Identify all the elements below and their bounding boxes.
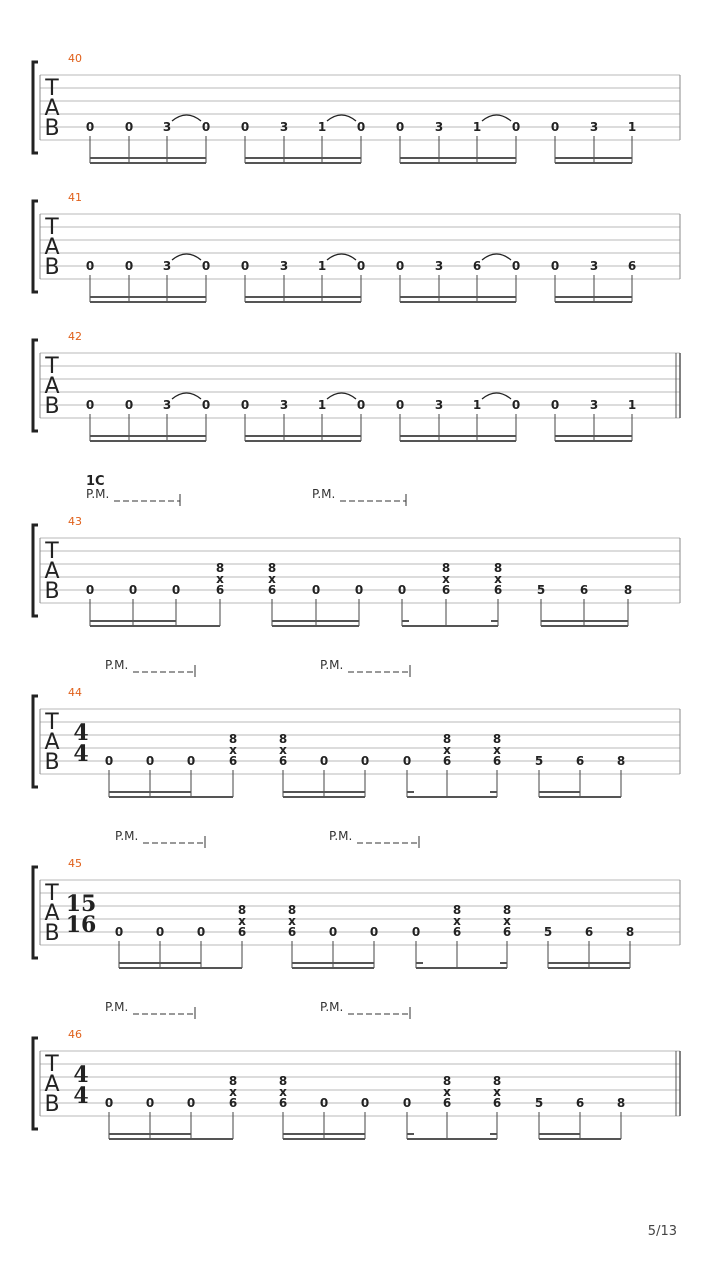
tab-clef-letter: T: [45, 881, 59, 906]
fret-number: 8: [237, 903, 247, 917]
fret-number: 1: [317, 259, 327, 273]
tie-arc: [327, 393, 356, 399]
tab-clef-letter: A: [44, 559, 60, 584]
fret-number: 0: [311, 583, 321, 597]
fret-number: 0: [319, 1096, 329, 1110]
fret-number: 3: [162, 120, 172, 134]
system-bracket: [33, 201, 38, 292]
tab-system: [33, 474, 680, 626]
fret-number: 0: [360, 1096, 370, 1110]
fret-number: 6: [492, 754, 502, 768]
fret-number: x: [268, 572, 276, 586]
fret-number: 0: [240, 120, 250, 134]
fret-number: 8: [278, 1074, 288, 1088]
tab-system: [33, 829, 680, 968]
fret-number: x: [503, 914, 511, 928]
tab-clef-letter: T: [45, 215, 59, 240]
fret-number: 0: [240, 259, 250, 273]
fret-number: 8: [616, 1096, 626, 1110]
fret-number: 5: [536, 583, 546, 597]
fret-number: 3: [434, 259, 444, 273]
fret-number: 6: [278, 754, 288, 768]
fret-number: 8: [442, 1074, 452, 1088]
fret-number: 6: [493, 583, 503, 597]
fret-number: 6: [579, 583, 589, 597]
fret-number: 0: [104, 754, 114, 768]
fret-number: x: [216, 572, 224, 586]
system-bracket: [33, 62, 38, 153]
tab-clef-letter: A: [44, 374, 60, 399]
page-number: 5/13: [647, 1224, 677, 1239]
fret-number: 0: [85, 120, 95, 134]
fret-number: 0: [397, 583, 407, 597]
fret-number: 0: [145, 754, 155, 768]
fret-number: 6: [442, 754, 452, 768]
fret-number: 6: [575, 1096, 585, 1110]
measure-number: 44: [68, 686, 82, 699]
fret-number: 0: [511, 120, 521, 134]
fret-number: x: [229, 1085, 237, 1099]
fret-number: 6: [215, 583, 225, 597]
fret-number: x: [443, 743, 451, 757]
tie-arc: [327, 115, 356, 121]
fret-number: 8: [228, 1074, 238, 1088]
fret-number: 0: [354, 583, 364, 597]
fret-number: 0: [328, 925, 338, 939]
fret-number: 0: [356, 120, 366, 134]
measure-number: 45: [68, 857, 82, 870]
fret-number: 0: [395, 120, 405, 134]
fret-number: 8: [215, 561, 225, 575]
palm-mute-label: P.M.: [105, 1000, 129, 1014]
fret-number: 3: [589, 398, 599, 412]
fret-number: 6: [267, 583, 277, 597]
fret-number: 0: [186, 1096, 196, 1110]
system-bracket: [33, 867, 38, 958]
fret-number: 0: [85, 398, 95, 412]
fret-number: 6: [472, 259, 482, 273]
fret-number: 5: [534, 754, 544, 768]
fret-number: x: [493, 743, 501, 757]
measure-number: 41: [68, 191, 82, 204]
fret-number: 0: [402, 1096, 412, 1110]
fret-number: 8: [441, 561, 451, 575]
tie-arc: [172, 393, 201, 399]
fret-number: 8: [452, 903, 462, 917]
fret-number: x: [288, 914, 296, 928]
fret-number: 0: [511, 398, 521, 412]
fret-number: 1: [317, 398, 327, 412]
fret-number: x: [493, 1085, 501, 1099]
fret-number: 0: [85, 259, 95, 273]
fret-number: 0: [201, 120, 211, 134]
tab-system: [33, 1000, 680, 1139]
fret-number: x: [494, 572, 502, 586]
fret-number: 0: [369, 925, 379, 939]
fret-number: 0: [360, 754, 370, 768]
fret-number: 8: [625, 925, 635, 939]
measure-number: 46: [68, 1028, 82, 1041]
fret-number: 6: [452, 925, 462, 939]
fret-number: 0: [201, 398, 211, 412]
fret-number: 5: [534, 1096, 544, 1110]
tab-clef-letter: T: [45, 1052, 59, 1077]
fret-number: 0: [155, 925, 165, 939]
fret-number: 0: [356, 398, 366, 412]
system-bracket: [33, 340, 38, 431]
fret-number: 0: [550, 259, 560, 273]
system-bracket: [33, 525, 38, 616]
tab-clef-letter: B: [44, 255, 60, 280]
fret-number: 0: [196, 925, 206, 939]
fret-number: 0: [128, 583, 138, 597]
fret-number: 8: [442, 732, 452, 746]
fret-number: 0: [395, 259, 405, 273]
fret-number: 6: [584, 925, 594, 939]
fret-number: 3: [589, 259, 599, 273]
tab-clef-letter: B: [44, 921, 60, 946]
fret-number: 6: [492, 1096, 502, 1110]
fret-number: 8: [616, 754, 626, 768]
fret-number: 8: [267, 561, 277, 575]
tab-clef-letter: B: [44, 1092, 60, 1117]
fret-number: 0: [201, 259, 211, 273]
fret-number: 6: [575, 754, 585, 768]
fret-number: 8: [278, 732, 288, 746]
tab-system: [33, 52, 680, 163]
tab-clef-letter: A: [44, 96, 60, 121]
fret-number: x: [279, 743, 287, 757]
tab-clef-letter: T: [45, 539, 59, 564]
fret-number: 0: [104, 1096, 114, 1110]
tab-clef-letter: T: [45, 710, 59, 735]
tab-clef-letter: B: [44, 116, 60, 141]
time-signature-top: 15: [65, 891, 97, 917]
fret-number: 0: [145, 1096, 155, 1110]
fret-number: 6: [228, 1096, 238, 1110]
tab-clef-letter: B: [44, 394, 60, 419]
tie-arc: [327, 254, 356, 260]
fret-number: 8: [502, 903, 512, 917]
fret-number: 0: [124, 259, 134, 273]
fret-number: 0: [186, 754, 196, 768]
fret-number: 3: [279, 120, 289, 134]
fret-number: 8: [228, 732, 238, 746]
fret-number: 3: [162, 398, 172, 412]
fret-number: 8: [623, 583, 633, 597]
tab-clef-letter: B: [44, 750, 60, 775]
fret-number: 3: [434, 398, 444, 412]
fret-number: 3: [434, 120, 444, 134]
fret-number: 6: [627, 259, 637, 273]
palm-mute-label: P.M.: [86, 487, 110, 501]
palm-mute-label: P.M.: [320, 658, 344, 672]
fret-number: 1: [627, 120, 637, 134]
fret-number: 8: [492, 732, 502, 746]
system-bracket: [33, 696, 38, 787]
fret-number: 1: [472, 398, 482, 412]
fret-number: 1: [627, 398, 637, 412]
tab-system: [33, 191, 680, 302]
palm-mute-label: P.M.: [312, 487, 336, 501]
measure-number: 42: [68, 330, 82, 343]
fret-number: x: [453, 914, 461, 928]
fret-number: x: [238, 914, 246, 928]
section-marker: 1C: [86, 474, 105, 489]
fret-number: 0: [402, 754, 412, 768]
fret-number: 3: [279, 259, 289, 273]
time-signature-bottom: 4: [73, 741, 89, 767]
tab-clef-letter: A: [44, 235, 60, 260]
tab-clef-letter: T: [45, 354, 59, 379]
fret-number: 0: [511, 259, 521, 273]
tab-clef-letter: A: [44, 730, 60, 755]
time-signature-top: 4: [73, 1062, 89, 1088]
fret-number: 6: [441, 583, 451, 597]
tie-arc: [482, 393, 511, 399]
tie-arc: [172, 254, 201, 260]
fret-number: 3: [589, 120, 599, 134]
system-bracket: [33, 1038, 38, 1129]
fret-number: 0: [411, 925, 421, 939]
palm-mute-label: P.M.: [329, 829, 353, 843]
tab-clef-letter: T: [45, 76, 59, 101]
tab-clef-letter: B: [44, 579, 60, 604]
fret-number: 0: [124, 398, 134, 412]
fret-number: 0: [395, 398, 405, 412]
tie-arc: [172, 115, 201, 121]
fret-number: 0: [171, 583, 181, 597]
tie-arc: [482, 254, 511, 260]
fret-number: 0: [85, 583, 95, 597]
time-signature-bottom: 16: [65, 912, 97, 938]
measure-number: 43: [68, 515, 82, 528]
fret-number: 3: [279, 398, 289, 412]
fret-number: 6: [237, 925, 247, 939]
tab-system: [33, 330, 680, 441]
fret-number: 6: [502, 925, 512, 939]
fret-number: 3: [162, 259, 172, 273]
fret-number: 0: [550, 398, 560, 412]
fret-number: 5: [543, 925, 553, 939]
tie-arc: [482, 115, 511, 121]
fret-number: 6: [442, 1096, 452, 1110]
fret-number: x: [443, 1085, 451, 1099]
fret-number: 1: [472, 120, 482, 134]
fret-number: 6: [228, 754, 238, 768]
fret-number: 6: [278, 1096, 288, 1110]
fret-number: 0: [114, 925, 124, 939]
measure-number: 40: [68, 52, 82, 65]
palm-mute-label: P.M.: [115, 829, 139, 843]
fret-number: 1: [317, 120, 327, 134]
fret-number: 6: [287, 925, 297, 939]
fret-number: 8: [492, 1074, 502, 1088]
tab-clef-letter: A: [44, 901, 60, 926]
tab-system: [33, 658, 680, 797]
time-signature-top: 4: [73, 720, 89, 746]
fret-number: x: [279, 1085, 287, 1099]
tab-clef-letter: A: [44, 1072, 60, 1097]
fret-number: 0: [550, 120, 560, 134]
fret-number: 0: [356, 259, 366, 273]
fret-number: x: [442, 572, 450, 586]
palm-mute-label: P.M.: [320, 1000, 344, 1014]
fret-number: 8: [287, 903, 297, 917]
fret-number: 0: [319, 754, 329, 768]
fret-number: 0: [124, 120, 134, 134]
fret-number: x: [229, 743, 237, 757]
palm-mute-label: P.M.: [105, 658, 129, 672]
fret-number: 8: [493, 561, 503, 575]
fret-number: 0: [240, 398, 250, 412]
time-signature-bottom: 4: [73, 1083, 89, 1109]
